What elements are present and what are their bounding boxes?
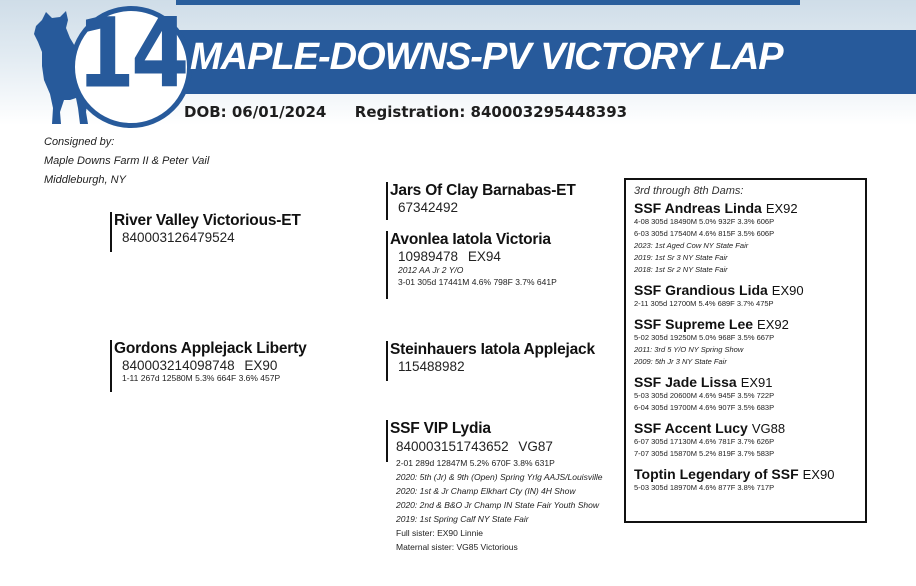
dam-dam-record: 2-01 289d 12847M 5.2% 670F 3.8% 631P [396,458,555,468]
dam-record: 1-11 267d 12580M 5.3% 664F 3.6% 457P [122,373,281,383]
ancestral-dam-class: EX90 [771,283,804,298]
dob-registration-line [184,103,627,121]
ancestral-dam-name: SSF Jade Lissa [634,374,737,390]
ancestral-dam-name: SSF Accent Lucy [634,420,748,436]
sire-name: River Valley Victorious-ET [114,212,301,229]
dam-dam-details [396,440,602,554]
consignor-block [44,133,209,190]
dam-name: Gordons Applejack Liberty [114,340,307,357]
sire-dam-note: 2012 AA Jr 2 Y/O [398,265,464,275]
ancestral-dam [634,282,865,310]
dam-dam-achievement: 2020: 5th (Jr) & 9th (Open) Spring Yrlg AAJS/Louisville [396,472,603,482]
dam-dam-class: VG87 [518,439,553,454]
pedigree-sire-sire [386,182,576,220]
ancestral-dam-name: SSF Supreme Lee [634,316,754,332]
dam-dam-name: SSF VIP Lydia [390,420,491,437]
pedigree-dam-sire [386,341,595,381]
pedigree-sire [110,212,301,252]
ancestral-dam-record: 6-07 305d 17130M 4.6% 781F 3.7% 626P [634,437,775,446]
ancestral-dam-class: EX92 [757,317,789,332]
ancestral-dam-achievement: 2019: 1st Sr 3 NY State Fair [634,253,728,262]
sire-dam-reg: 10989478 [398,249,459,264]
dam-sire-name: Steinhauers Iatola Applejack [390,341,595,358]
ancestral-dam [634,316,865,368]
ancestral-dam [634,200,865,276]
top-banner-strip [176,0,800,5]
sire-sire-name: Jars Of Clay Barnabas-ET [390,182,576,199]
ancestral-dam [634,466,865,494]
ancestral-dam-achievement: 2009: 5th Jr 3 NY State Fair [634,357,727,366]
sire-sire-reg: 67342492 [398,200,459,215]
ancestral-dams-box [624,178,867,523]
sire-dam-record: 3-01 305d 17441M 4.6% 798F 3.7% 641P [398,277,557,287]
sire-dam-name: Avonlea Iatola Victoria [390,231,551,248]
consignor-name: Maple Downs Farm II & Peter Vail [44,155,210,167]
dam-dam-achievement: 2020: 1st & Jr Champ Elkhart Cty (IN) 4H Show [396,486,576,496]
dam-dam-maternal-sister: Maternal sister: VG85 Victorious [396,542,518,552]
consignor-location: Middleburgh, NY [44,174,126,186]
ancestral-dam-achievement: 2018: 1st Sr 2 NY State Fair [634,265,728,274]
consignor-label: Consigned by: [44,136,115,148]
dam-sire-reg: 115488982 [398,359,465,374]
ancestral-dam-record: 5-02 305d 19250M 5.0% 968F 3.5% 667P [634,333,775,342]
dam-dam-full-sister: Full sister: EX90 Linnie [396,528,483,538]
ancestral-dam-record: 5-03 305d 20600M 4.6% 945F 3.5% 722P [634,391,775,400]
ancestral-dam [634,374,865,414]
ancestral-dam [634,420,865,460]
ancestral-dam-record: 6-04 305d 19700M 4.6% 907F 3.5% 683P [634,403,775,412]
animal-name: MAPLE-DOWNS-PV VICTORY LAP [190,36,783,78]
ancestral-dam-class: VG88 [751,421,786,436]
dam-dam-achievement: 2020: 2nd & B&O Jr Champ IN State Fair Youth Show [396,500,600,510]
dams-heading: 3rd through 8th Dams: [634,185,744,197]
ancestral-dam-class: EX90 [802,467,835,482]
dam-dam-achievement: 2019: 1st Spring Calf NY State Fair [396,514,529,524]
dob-label: DOB: [184,103,227,121]
registration-value: 840003295448393 [470,103,628,121]
ancestral-dam-name: Toptin Legendary of SSF [634,466,799,482]
ancestral-dam-record: 5-03 305d 18970M 4.6% 877F 3.8% 717P [634,483,775,492]
ancestral-dam-class: EX92 [765,201,798,216]
ancestral-dam-name: SSF Andreas Linda [634,200,762,216]
pedigree-dam [110,340,307,392]
ancestral-dam-class: EX91 [740,375,773,390]
ancestral-dam-record: 7-07 305d 15870M 5.2% 819F 3.7% 583P [634,449,775,458]
dam-reg: 840003214098748 [122,358,235,373]
dob-value: 06/01/2024 [231,103,327,121]
lot-number: 14 [76,0,186,110]
ancestral-dam-achievement: 2023: 1st Aged Cow NY State Fair [634,241,749,250]
registration-label: Registration: [354,103,466,121]
ancestral-dam-record: 2-11 305d 12700M 5.4% 689F 3.7% 475P [634,299,774,308]
ancestral-dam-achievement: 2011: 3rd 5 Y/O NY Spring Show [634,345,744,354]
ancestral-dam-name: SSF Grandious Lida [634,282,768,298]
dam-dam-reg: 840003151743652 [396,439,509,454]
sire-reg: 840003126479524 [122,230,235,245]
ancestral-dam-record: 4-08 305d 18490M 5.0% 932F 3.3% 606P [634,217,775,226]
dam-class: EX90 [244,358,278,373]
sire-dam-class: EX94 [467,249,501,264]
ancestral-dam-record: 6-03 305d 17540M 4.6% 815F 3.5% 606P [634,229,775,238]
pedigree-sire-dam [386,231,557,299]
